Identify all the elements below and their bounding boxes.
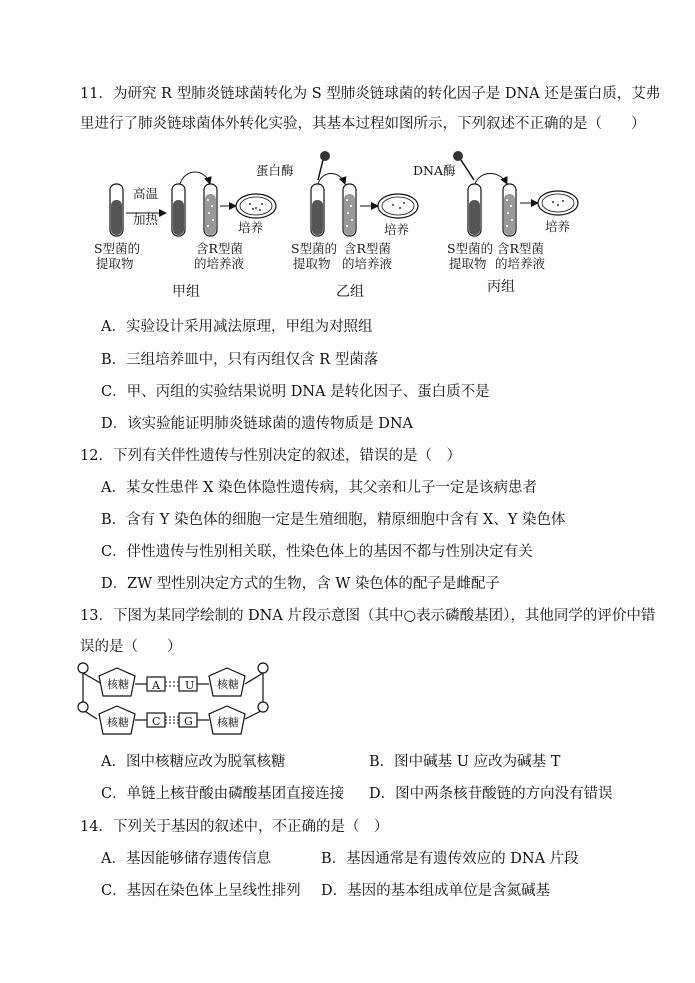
c-culture-label: 培养 [545,219,571,234]
a-s-extract-2: 提取物 [96,256,134,271]
q11-option-d: D．该实验能证明肺炎链球菌的遗传物质是 DNA [101,416,414,432]
base-a: A [152,679,160,692]
c-r-culture-2: 的培养液 [495,256,546,271]
q13-stem-line1: 13．下图为某同学绘制的 DNA 片段示意图（其中○表示磷酸基团），其他同学的评价中错 [80,608,656,624]
phosphate-icon [258,663,268,673]
b-r-culture-2: 的培养液 [342,256,393,271]
group-c-label: 丙组 [487,279,515,295]
heat-label-1: 高温 [133,186,159,201]
b-r-culture-1: 含R型菌 [344,241,391,256]
q11-stem-line1: 11．为研究 R 型肺炎链球菌转化为 S 型肺炎链球菌的转化因子是 DNA 还是蛋白质，艾弗 [80,86,661,102]
c-s-extract-1: S型菌的 [447,241,494,256]
b-s-extract-2: 提取物 [293,256,331,271]
a-r-culture-2: 的培养液 [194,256,245,271]
sugar-label-2: 核糖 [107,716,129,729]
heat-label-2: 加热 [133,212,159,227]
q13-option-a: A．图中核糖应改为脱氧核糖 [101,754,286,770]
protease-label: 蛋白酶 [256,163,294,178]
base-u: U [185,679,195,692]
sugar-label-4: 核糖 [217,716,239,729]
q11-option-c: C．甲、丙组的实验结果说明 DNA 是转化因子、蛋白质不是 [101,384,490,400]
c-r-culture-1: 含R型菌 [497,241,544,256]
q14-option-b: B．基因通常是有遗传效应的 DNA 片段 [321,851,579,867]
q11-option-b: B．三组培养皿中，只有丙组仅含 R 型菌落 [101,352,379,368]
q14-option-d: D．基因的基本组成单位是含氮碱基 [321,883,551,899]
a-culture-label: 培养 [238,220,264,235]
a-s-extract-1: S型菌的 [94,241,141,256]
q14-stem: 14．下列关于基因的叙述中，不正确的是（ ） [80,819,389,835]
q12-option-d: D．ZW 型性别决定方式的生物，含 W 染色体的配子是雌配子 [101,576,500,592]
a-r-culture-1: 含R型菌 [196,241,243,256]
q12-option-b: B．含有 Y 染色体的细胞一定是生殖细胞，精原细胞中含有 X、Y 染色体 [101,512,566,528]
q12-option-a: A．某女性患伴 X 染色体隐性遗传病，其父亲和儿子一定是该病患者 [101,480,538,496]
group-a-label: 甲组 [172,284,200,300]
b-s-extract-1: S型菌的 [291,241,338,256]
base-g: G [184,715,193,728]
q13-option-b: B．图中碱基 U 应改为碱基 T [369,754,561,770]
phosphate-icon [258,702,268,712]
c-s-extract-2: 提取物 [449,256,487,271]
q11-option-a: A．实验设计采用减法原理，甲组为对照组 [101,319,373,335]
base-c: C [152,715,161,728]
q13-option-d: D．图中两条核苷酸链的方向没有错误 [369,786,613,802]
group-b-label: 乙组 [336,284,364,300]
sugar-label-1: 核糖 [107,678,129,691]
q12-option-c: C．伴性遗传与性别相关联，性染色体上的基因不都与性别决定有关 [101,544,533,560]
q12-stem: 12．下列有关伴性遗传与性别决定的叙述，错误的是（ ） [80,448,461,464]
b-culture-label: 培养 [384,222,410,237]
dnase-label: DNA酶 [413,163,456,178]
q14-option-c: C．基因在染色体上呈线性排列 [101,883,301,899]
phosphate-icon [78,702,88,712]
q13-stem-line2: 误的是（ ） [80,639,182,655]
q14-option-a: A．基因能够储存遗传信息 [101,851,271,867]
phosphate-icon [78,663,88,673]
q13-option-c: C．单链上核苷酸由磷酸基团直接连接 [101,786,345,802]
sugar-label-3: 核糖 [217,678,239,691]
q13-dna-figure [75,662,275,742]
q11-stem-line2: 里进行了肺炎链球菌体外转化实验，其基本过程如图所示，下列叙述不正确的是（ ） [80,116,646,132]
